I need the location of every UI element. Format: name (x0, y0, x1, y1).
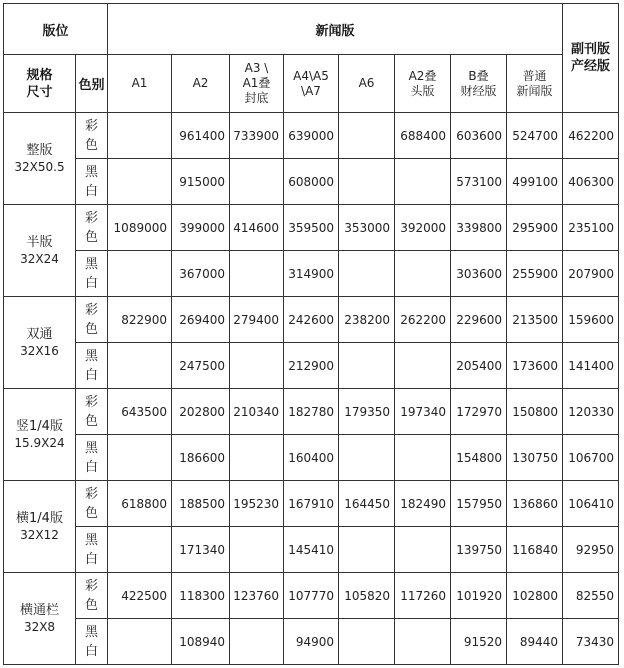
price-cell (108, 113, 172, 159)
price-cell: 314900 (284, 251, 339, 297)
price-cell (395, 159, 451, 205)
size-name: 双通 (26, 327, 53, 342)
size-cell (4, 205, 76, 297)
price-cell: 210340 (230, 389, 284, 435)
color-cell: 黑 白 (76, 343, 108, 389)
header-banwei: 版位 (4, 4, 108, 55)
price-cell: 392000 (395, 205, 451, 251)
price-cell (230, 159, 284, 205)
price-cell: 618800 (108, 481, 172, 527)
size-cell (4, 297, 76, 389)
size-dim: 32X8 (23, 620, 56, 634)
price-cell: 235100 (563, 205, 619, 251)
price-cell (395, 343, 451, 389)
price-cell (108, 251, 172, 297)
color-cell: 彩 色 (76, 205, 108, 251)
price-cell: 197340 (395, 389, 451, 435)
price-cell: 822900 (108, 297, 172, 343)
table-row (4, 619, 619, 665)
table-row (4, 527, 619, 573)
price-cell: 608000 (284, 159, 339, 205)
color-cell: 黑 白 (76, 251, 108, 297)
price-cell: 118300 (172, 573, 230, 619)
price-cell (230, 527, 284, 573)
price-cell: 154800 (451, 435, 507, 481)
price-cell: 105820 (339, 573, 395, 619)
size-cell (4, 573, 76, 665)
table-row (4, 297, 619, 343)
price-cell: 195230 (230, 481, 284, 527)
price-cell (395, 619, 451, 665)
size-name: 横1/4版 (16, 511, 63, 526)
price-cell: 269400 (172, 297, 230, 343)
size-name: 半版 (26, 235, 53, 250)
table-row (4, 435, 619, 481)
price-cell (230, 343, 284, 389)
price-cell: 255900 (507, 251, 563, 297)
price-cell (230, 251, 284, 297)
size-name: 整版 (26, 143, 53, 158)
table-row (4, 573, 619, 619)
size-name: 横通栏 (19, 603, 59, 618)
price-cell: 182490 (395, 481, 451, 527)
color-cell: 彩 色 (76, 389, 108, 435)
table-row (4, 389, 619, 435)
price-cell: 136860 (507, 481, 563, 527)
price-cell: 117260 (395, 573, 451, 619)
price-cell: 182780 (284, 389, 339, 435)
price-cell (395, 251, 451, 297)
price-table (3, 3, 619, 665)
price-cell: 688400 (395, 113, 451, 159)
price-cell: 643500 (108, 389, 172, 435)
color-cell: 黑 白 (76, 527, 108, 573)
size-name: 竖1/4版 (16, 419, 63, 434)
col-header: A6 (339, 55, 395, 113)
col-header: A4\A5 \A7 (284, 55, 339, 113)
price-cell: 295900 (507, 205, 563, 251)
size-dim: 32X24 (20, 252, 59, 266)
price-cell: 92950 (563, 527, 619, 573)
price-cell: 94900 (284, 619, 339, 665)
table-row (4, 481, 619, 527)
price-cell: 108940 (172, 619, 230, 665)
price-cell: 107770 (284, 573, 339, 619)
price-cell: 1089000 (108, 205, 172, 251)
header-fukan (563, 4, 619, 113)
price-cell: 238200 (339, 297, 395, 343)
price-cell (395, 527, 451, 573)
price-cell: 120330 (563, 389, 619, 435)
price-cell: 499100 (507, 159, 563, 205)
price-cell: 207900 (563, 251, 619, 297)
price-cell (339, 527, 395, 573)
price-cell (339, 619, 395, 665)
price-cell: 915000 (172, 159, 230, 205)
price-cell: 213500 (507, 297, 563, 343)
size-dim: 32X12 (20, 528, 59, 542)
size-cell (4, 389, 76, 481)
price-cell: 414600 (230, 205, 284, 251)
price-cell: 262200 (395, 297, 451, 343)
size-cell (4, 113, 76, 205)
price-cell: 82550 (563, 573, 619, 619)
price-cell: 130750 (507, 435, 563, 481)
price-cell: 733900 (230, 113, 284, 159)
price-cell: 205400 (451, 343, 507, 389)
price-cell: 172970 (451, 389, 507, 435)
price-cell: 123760 (230, 573, 284, 619)
color-cell: 黑 白 (76, 619, 108, 665)
header-fukan-text: 副刊版 产经版 (570, 42, 610, 74)
price-cell: 367000 (172, 251, 230, 297)
price-cell: 961400 (172, 113, 230, 159)
price-cell: 188500 (172, 481, 230, 527)
price-cell: 157950 (451, 481, 507, 527)
col-header: A3 \ A1叠 封底 (230, 55, 284, 113)
price-cell (395, 435, 451, 481)
color-cell: 彩 色 (76, 297, 108, 343)
price-cell: 353000 (339, 205, 395, 251)
price-cell: 462200 (563, 113, 619, 159)
size-dim: 15.9X24 (14, 436, 65, 450)
price-cell: 202800 (172, 389, 230, 435)
price-cell: 171340 (172, 527, 230, 573)
price-cell: 150800 (507, 389, 563, 435)
table-row (4, 113, 619, 159)
header-guige: 规格 尺寸 (4, 55, 76, 113)
price-cell (339, 251, 395, 297)
price-cell: 179350 (339, 389, 395, 435)
price-cell: 73430 (563, 619, 619, 665)
price-cell: 573100 (451, 159, 507, 205)
price-cell: 106700 (563, 435, 619, 481)
price-cell: 212900 (284, 343, 339, 389)
header-xinwenban: 新闻版 (108, 4, 563, 55)
header-sebie: 色别 (76, 55, 108, 113)
price-cell (230, 619, 284, 665)
table-row (4, 159, 619, 205)
price-cell (108, 527, 172, 573)
price-cell (339, 113, 395, 159)
price-cell: 167910 (284, 481, 339, 527)
price-cell: 106410 (563, 481, 619, 527)
size-dim: 32X16 (20, 344, 59, 358)
col-header: A1 (108, 55, 172, 113)
price-cell: 339800 (451, 205, 507, 251)
price-cell: 247500 (172, 343, 230, 389)
table-row (4, 251, 619, 297)
col-header: 普通 新闻版 (507, 55, 563, 113)
price-cell (108, 159, 172, 205)
price-cell: 242600 (284, 297, 339, 343)
col-header: A2叠 头版 (395, 55, 451, 113)
price-cell: 229600 (451, 297, 507, 343)
price-cell: 101920 (451, 573, 507, 619)
price-cell: 422500 (108, 573, 172, 619)
price-cell: 116840 (507, 527, 563, 573)
price-cell: 91520 (451, 619, 507, 665)
price-cell: 160400 (284, 435, 339, 481)
color-cell: 彩 色 (76, 113, 108, 159)
price-cell: 524700 (507, 113, 563, 159)
price-cell: 279400 (230, 297, 284, 343)
size-dim: 32X50.5 (14, 160, 65, 174)
price-cell: 399000 (172, 205, 230, 251)
column-header-row (4, 55, 619, 113)
price-cell (339, 159, 395, 205)
color-cell: 黑 白 (76, 435, 108, 481)
color-cell: 黑 白 (76, 159, 108, 205)
price-cell: 359500 (284, 205, 339, 251)
price-cell (108, 435, 172, 481)
price-cell (108, 343, 172, 389)
price-cell (339, 435, 395, 481)
table-row (4, 343, 619, 389)
color-cell: 彩 色 (76, 573, 108, 619)
price-cell: 102800 (507, 573, 563, 619)
col-header: A2 (172, 55, 230, 113)
price-cell: 145410 (284, 527, 339, 573)
price-cell: 141400 (563, 343, 619, 389)
price-cell (339, 343, 395, 389)
price-cell: 139750 (451, 527, 507, 573)
price-cell: 186600 (172, 435, 230, 481)
price-cell (108, 619, 172, 665)
price-cell: 406300 (563, 159, 619, 205)
price-cell: 639000 (284, 113, 339, 159)
price-cell: 164450 (339, 481, 395, 527)
price-cell: 89440 (507, 619, 563, 665)
price-cell: 173600 (507, 343, 563, 389)
table-row (4, 205, 619, 251)
price-cell (230, 435, 284, 481)
price-cell: 303600 (451, 251, 507, 297)
size-cell (4, 481, 76, 573)
col-header: B叠 财经版 (451, 55, 507, 113)
price-cell: 603600 (451, 113, 507, 159)
color-cell: 彩 色 (76, 481, 108, 527)
price-cell: 159600 (563, 297, 619, 343)
